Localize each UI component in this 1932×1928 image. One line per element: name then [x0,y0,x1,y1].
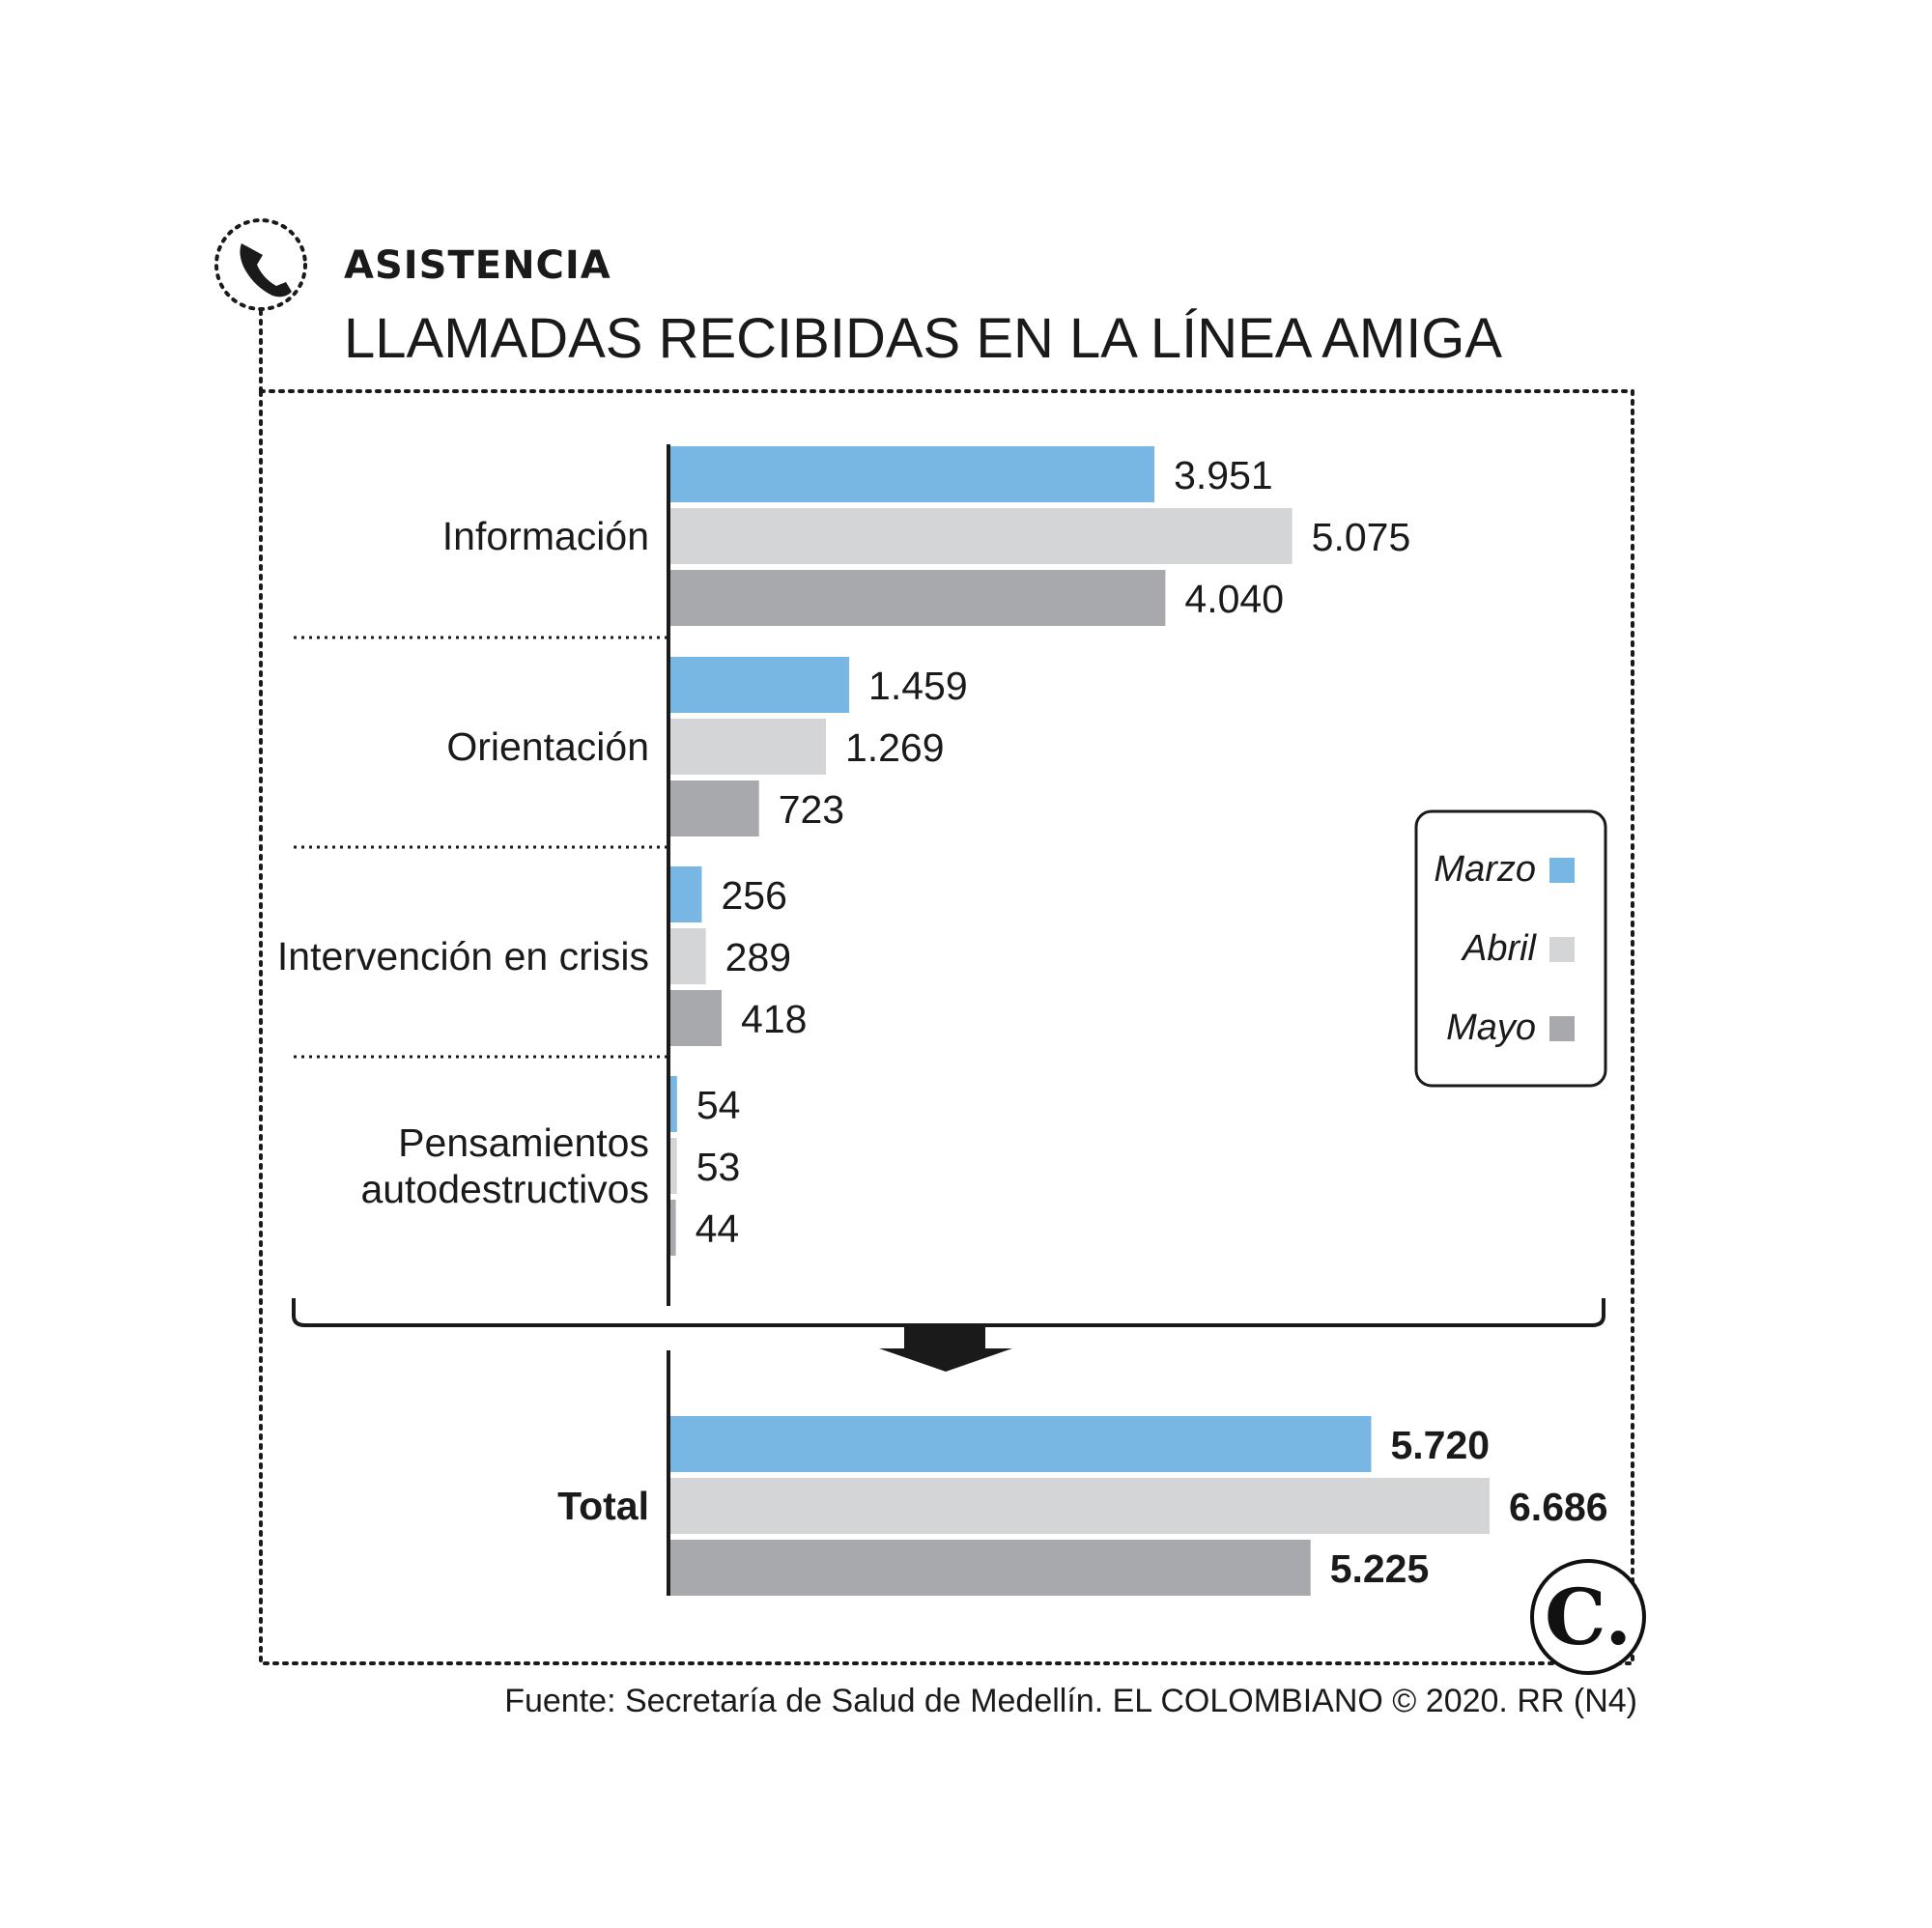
bar-mayo-0 [670,1540,1311,1596]
category-label-2: Intervención en crisis [276,934,649,978]
data-label-abril-0: 6.686 [1509,1485,1608,1529]
logo-text: C. [1544,1572,1633,1662]
legend-label-abril: Abril [1462,928,1536,969]
kicker-text: ASISTENCIA [344,243,611,288]
chart-title: LLAMADAS RECIBIDAS EN LA LÍNEA AMIGA [344,307,1503,370]
bar-abril-3 [670,1138,677,1194]
data-label-mayo-1: 723 [778,787,845,832]
category-label-3-line-0: Pensamientos [398,1120,649,1165]
category-label-3-line-1: autodestructivos [360,1167,649,1211]
category-label-0: Total [557,1484,649,1528]
bar-mayo-1 [670,780,759,836]
legend-swatch-abril [1549,937,1575,962]
category-label-1: Orientación [446,724,649,769]
arrow-down-icon [879,1327,1012,1372]
data-label-mayo-0: 4.040 [1184,577,1285,621]
legend-swatch-mayo [1549,1016,1575,1041]
data-label-abril-0: 5.075 [1311,515,1411,559]
legend-swatch-marzo [1549,858,1575,883]
category-separators [294,638,667,1057]
data-label-mayo-0: 5.225 [1329,1546,1430,1591]
data-label-mayo-3: 44 [695,1206,740,1251]
bar-marzo-0 [670,1416,1371,1472]
bar-abril-0 [670,1478,1490,1534]
data-label-marzo-1: 1.459 [868,664,968,708]
logo [1532,1561,1644,1673]
data-label-mayo-2: 418 [741,997,808,1041]
data-label-abril-1: 1.269 [844,725,945,770]
legend-label-mayo: Mayo [1446,1007,1536,1048]
bar-marzo-2 [670,866,701,922]
phone-icon [216,220,305,309]
category-label-0: Información [441,514,649,558]
bar-abril-2 [670,928,706,984]
summary-bracket [294,1298,1604,1325]
legend [1416,811,1605,1086]
data-label-marzo-2: 256 [721,873,787,918]
bar-mayo-3 [670,1200,676,1256]
main-chart [277,446,1410,1256]
bar-mayo-0 [670,570,1165,626]
data-label-abril-3: 53 [696,1145,741,1189]
bar-abril-0 [670,508,1293,564]
legend-label-marzo: Marzo [1434,849,1536,890]
data-label-abril-2: 289 [724,935,792,979]
bar-marzo-0 [670,446,1154,502]
total-chart [557,1416,1608,1596]
data-label-marzo-0: 5.720 [1390,1423,1491,1467]
bar-marzo-3 [670,1076,677,1132]
data-label-marzo-3: 54 [696,1083,741,1127]
bar-mayo-2 [670,990,722,1046]
data-label-marzo-0: 3.951 [1174,453,1273,497]
bar-abril-1 [670,719,826,775]
bar-marzo-1 [670,657,849,713]
source-note: Fuente: Secretaría de Salud de Medellín. EL COLOMBIANO © 2020. RR (N4) [504,1683,1637,1719]
